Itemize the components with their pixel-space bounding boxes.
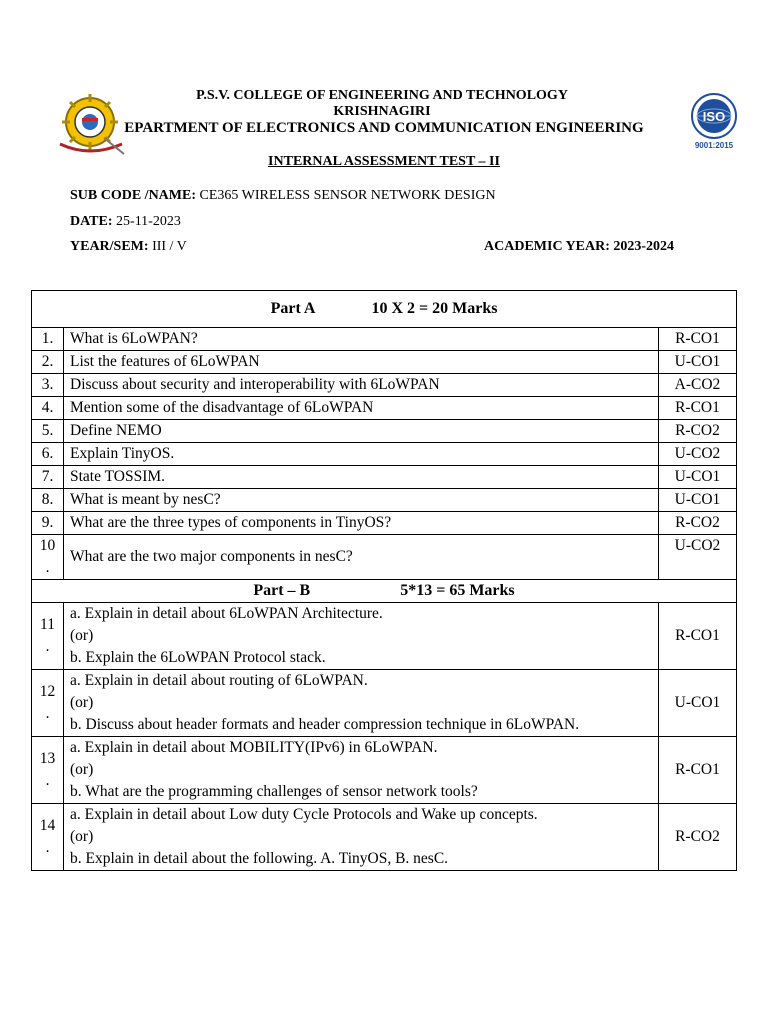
question-number bbox=[32, 603, 64, 670]
date-value: 25-11-2023 bbox=[112, 214, 181, 229]
table-row bbox=[32, 670, 737, 737]
question-number-main: 12 bbox=[39, 683, 56, 700]
table-row bbox=[32, 512, 737, 535]
option-b: b. Explain in detail about the following. A. TinyOS, B. nesC. bbox=[70, 850, 449, 867]
table-row bbox=[32, 443, 737, 466]
table-row bbox=[32, 466, 737, 489]
academic-year: ACADEMIC YEAR: 2023-2024 bbox=[484, 239, 675, 254]
table-row bbox=[32, 328, 737, 351]
test-title: INTERNAL ASSESSMENT TEST – II bbox=[268, 154, 500, 169]
course-outcome: U-CO2 bbox=[659, 443, 737, 466]
question-number: 6. bbox=[32, 443, 64, 466]
question-number-dot: . bbox=[45, 559, 50, 576]
question-text: What are the two major components in nesC? bbox=[64, 535, 659, 580]
or-separator: (or) bbox=[70, 761, 94, 778]
course-outcome: U-CO1 bbox=[659, 489, 737, 512]
part-a-title: Part A bbox=[270, 300, 316, 317]
course-outcome: R-CO2 bbox=[659, 420, 737, 443]
question-table bbox=[31, 290, 737, 871]
question-number-dot: . bbox=[45, 772, 50, 789]
question-text bbox=[64, 804, 659, 871]
table-row bbox=[32, 420, 737, 443]
option-b: b. Discuss about header formats and header compression technique in 6LoWPAN. bbox=[70, 716, 580, 733]
question-number-dot: . bbox=[45, 638, 50, 655]
question-number: 4. bbox=[32, 397, 64, 420]
question-text: What is meant by nesC? bbox=[64, 489, 659, 512]
or-separator: (or) bbox=[70, 694, 94, 711]
date-line bbox=[70, 214, 181, 230]
question-text: What is 6LoWPAN? bbox=[64, 328, 659, 351]
question-number: 2. bbox=[32, 351, 64, 374]
part-a-heading bbox=[32, 291, 737, 328]
table-row bbox=[32, 804, 737, 871]
option-a: a. Explain in detail about 6LoWPAN Architecture. bbox=[70, 605, 383, 622]
college-name: P.S.V. COLLEGE OF ENGINEERING AND TECHNOLOGY bbox=[196, 88, 568, 103]
question-number: 9. bbox=[32, 512, 64, 535]
part-b-header bbox=[32, 580, 737, 603]
table-row bbox=[32, 374, 737, 397]
part-a-marks: 10 X 2 = 20 Marks bbox=[371, 300, 498, 317]
question-text bbox=[64, 737, 659, 804]
course-outcome: U-CO2 bbox=[659, 535, 737, 580]
question-number-main: 11 bbox=[40, 616, 55, 633]
department-name: EPARTMENT OF ELECTRONICS AND COMMUNICATION ENGINEERING bbox=[124, 120, 644, 136]
option-b: b. What are the programming challenges of sensor network tools? bbox=[70, 783, 478, 800]
table-row bbox=[32, 603, 737, 670]
course-outcome: U-CO1 bbox=[659, 670, 737, 737]
question-text bbox=[64, 603, 659, 670]
question-text: Explain TinyOS. bbox=[64, 443, 659, 466]
course-outcome: R-CO1 bbox=[659, 328, 737, 351]
course-outcome: R-CO1 bbox=[659, 397, 737, 420]
question-number-main: 14 bbox=[39, 817, 56, 834]
college-city: KRISHNAGIRI bbox=[333, 104, 431, 119]
question-number-main: 10 bbox=[39, 537, 56, 554]
subject-label: SUB CODE /NAME: bbox=[70, 188, 197, 203]
question-number bbox=[32, 804, 64, 871]
question-number bbox=[32, 535, 64, 580]
table-row bbox=[32, 489, 737, 512]
iso-label: ISO bbox=[702, 109, 726, 124]
subject-line bbox=[70, 188, 496, 204]
course-outcome: R-CO2 bbox=[659, 512, 737, 535]
or-separator: (or) bbox=[70, 828, 94, 845]
table-row bbox=[32, 535, 737, 580]
question-number bbox=[32, 670, 64, 737]
course-outcome: U-CO1 bbox=[659, 466, 737, 489]
year-sem-value: III / V bbox=[148, 239, 187, 254]
iso-number: 9001:2015 bbox=[694, 141, 734, 150]
option-a: a. Explain in detail about routing of 6LoWPAN. bbox=[70, 672, 368, 689]
course-outcome: A-CO2 bbox=[659, 374, 737, 397]
part-a-header bbox=[32, 291, 737, 328]
table-row bbox=[32, 737, 737, 804]
question-text: What are the three types of components in TinyOS? bbox=[64, 512, 659, 535]
question-number: 7. bbox=[32, 466, 64, 489]
part-b-marks: 5*13 = 65 Marks bbox=[400, 582, 515, 599]
year-sem-line bbox=[70, 239, 187, 255]
part-b-title: Part – B bbox=[253, 582, 311, 599]
question-text: Define NEMO bbox=[64, 420, 659, 443]
question-text: Discuss about security and interoperability with 6LoWPAN bbox=[64, 374, 659, 397]
question-number: 1. bbox=[32, 328, 64, 351]
question-number: 8. bbox=[32, 489, 64, 512]
question-text: List the features of 6LoWPAN bbox=[64, 351, 659, 374]
course-outcome: R-CO1 bbox=[659, 603, 737, 670]
year-sem-label: YEAR/SEM: bbox=[70, 239, 149, 254]
question-text: State TOSSIM. bbox=[64, 466, 659, 489]
course-outcome: R-CO1 bbox=[659, 737, 737, 804]
course-outcome: R-CO2 bbox=[659, 804, 737, 871]
question-number: 5. bbox=[32, 420, 64, 443]
part-b-heading bbox=[32, 580, 737, 603]
question-number-dot: . bbox=[45, 839, 50, 856]
question-number bbox=[32, 737, 64, 804]
or-separator: (or) bbox=[70, 627, 94, 644]
course-outcome: U-CO1 bbox=[659, 351, 737, 374]
question-number-main: 13 bbox=[39, 750, 56, 767]
subject-value: CE365 WIRELESS SENSOR NETWORK DESIGN bbox=[196, 188, 496, 203]
option-a: a. Explain in detail about Low duty Cycle Protocols and Wake up concepts. bbox=[70, 806, 538, 823]
question-text bbox=[64, 670, 659, 737]
table-row bbox=[32, 351, 737, 374]
option-b: b. Explain the 6LoWPAN Protocol stack. bbox=[70, 649, 326, 666]
option-a: a. Explain in detail about MOBILITY(IPv6) in 6LoWPAN. bbox=[70, 739, 438, 756]
question-number: 3. bbox=[32, 374, 64, 397]
question-text: Mention some of the disadvantage of 6LoWPAN bbox=[64, 397, 659, 420]
question-number-dot: . bbox=[45, 705, 50, 722]
table-row bbox=[32, 397, 737, 420]
date-label: DATE: bbox=[70, 214, 113, 229]
